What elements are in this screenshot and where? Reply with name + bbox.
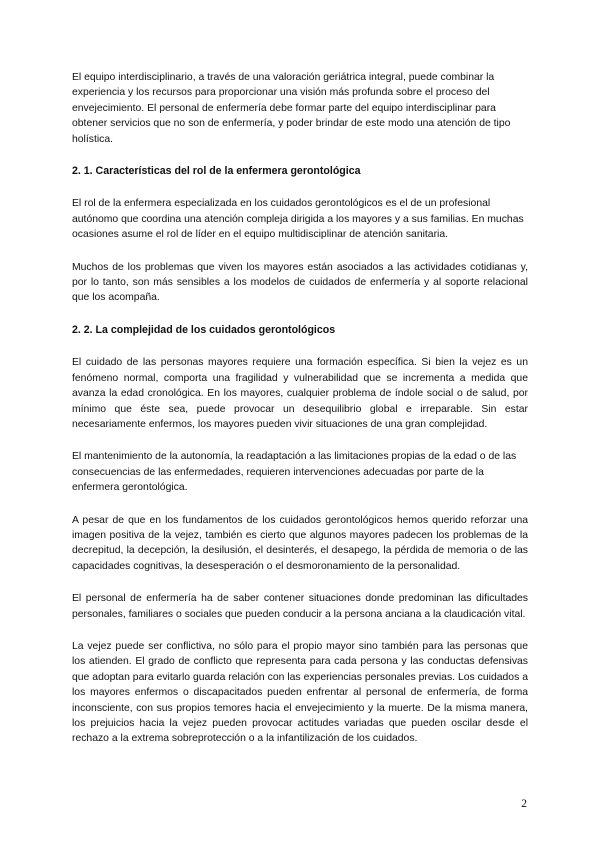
section-2-2-paragraph-5: La vejez puede ser conflictiva, no sólo para el propio mayor sino también para las personas que los atienden. El grado de conflicto que representa para cada persona y las conductas defensivas que adoptan para evitarlo guarda relación con las experiencias personales previas. Los cuidados a los mayores enfermos o discapacitados pueden enfrentar al personal de enfermería, de forma inconsciente, con sus propios temores hacia el envejecimiento y la muerte. De la misma manera, los prejuicios hacia la vejez pueden provocar actitudes variadas que pueden oscilar desde el rechazo a la extrema sobreprotección o a la infantilización de los cuidados.: [72, 640, 528, 745]
page-number: 2: [521, 798, 527, 810]
section-2-1-paragraph-1: El rol de la enfermera especializada en los cuidados gerontológicos es el de un profesional autónomo que coordina una atención compleja dirigida a los mayores y a sus familias. En muchas ocasiones asume el rol de líder en el equipo multidisciplinar de atención sanitaria.: [72, 198, 524, 241]
section-2-2-paragraph-3: A pesar de que en los fundamentos de los cuidados gerontológicos hemos querido reforzar una imagen positiva de la vejez, también es cierto que algunos mayores padecen los problemas de la decrepitud, la decepción, la desilusión, el desinterés, el desapego, la pérdida de memoria o de las capacidades cognitivas, la desesperación o el desmoronamiento de la personalidad.: [72, 514, 528, 572]
section-2-2-paragraph-1: El cuidado de las personas mayores requiere una formación específica. Si bien la vejez es un fenómeno normal, comporta una fragilidad y vulnerabilidad que se incrementa a medida que avanza la edad cronológica. En los mayores, cualquier problema de índole social o de salud, por mínimo que éste sea, puede provocar un desequilibrio global e irreparable. Sin estar necesariamente enfermos, los mayores pueden vivir situaciones de una gran complejidad.: [72, 357, 528, 430]
section-heading-2-2: 2. 2. La complejidad de los cuidados gerontológicos: [72, 323, 336, 336]
section-2-2-paragraph-4: El personal de enfermería ha de saber contener situaciones donde predominan las dificultades personales, familiares o sociales que pueden conducir a la persona anciana a la claudicación vital.: [72, 593, 528, 620]
intro-paragraph: El equipo interdisciplinario, a través de una valoración geriátrica integral, puede combinar la experiencia y los recursos para proporcionar una visión más profunda sobre el proceso del envejecimiento. El personal de enfermería debe formar parte del equipo interdisciplinar para obtener servicios que no son de enfermería, y poder brindar de este modo una atención de tipo holística.: [72, 72, 511, 145]
section-2-1-paragraph-2: Muchos de los problemas que viven los mayores están asociados a las actividades cotidianas y, por lo tanto, son más sensibles a los modelos de cuidados de enfermería y al soporte relacional que los acompaña.: [72, 261, 528, 304]
section-heading-2-1: 2. 1. Características del rol de la enfermera gerontológica: [72, 165, 361, 178]
page-content: [72, 70, 528, 764]
section-2-2-paragraph-2: El mantenimiento de la autonomía, la readaptación a las limitaciones propias de la edad o de las consecuencias de las enfermedades, requieren intervenciones adecuadas por parte de la enfermera gerontológica.: [72, 451, 517, 494]
